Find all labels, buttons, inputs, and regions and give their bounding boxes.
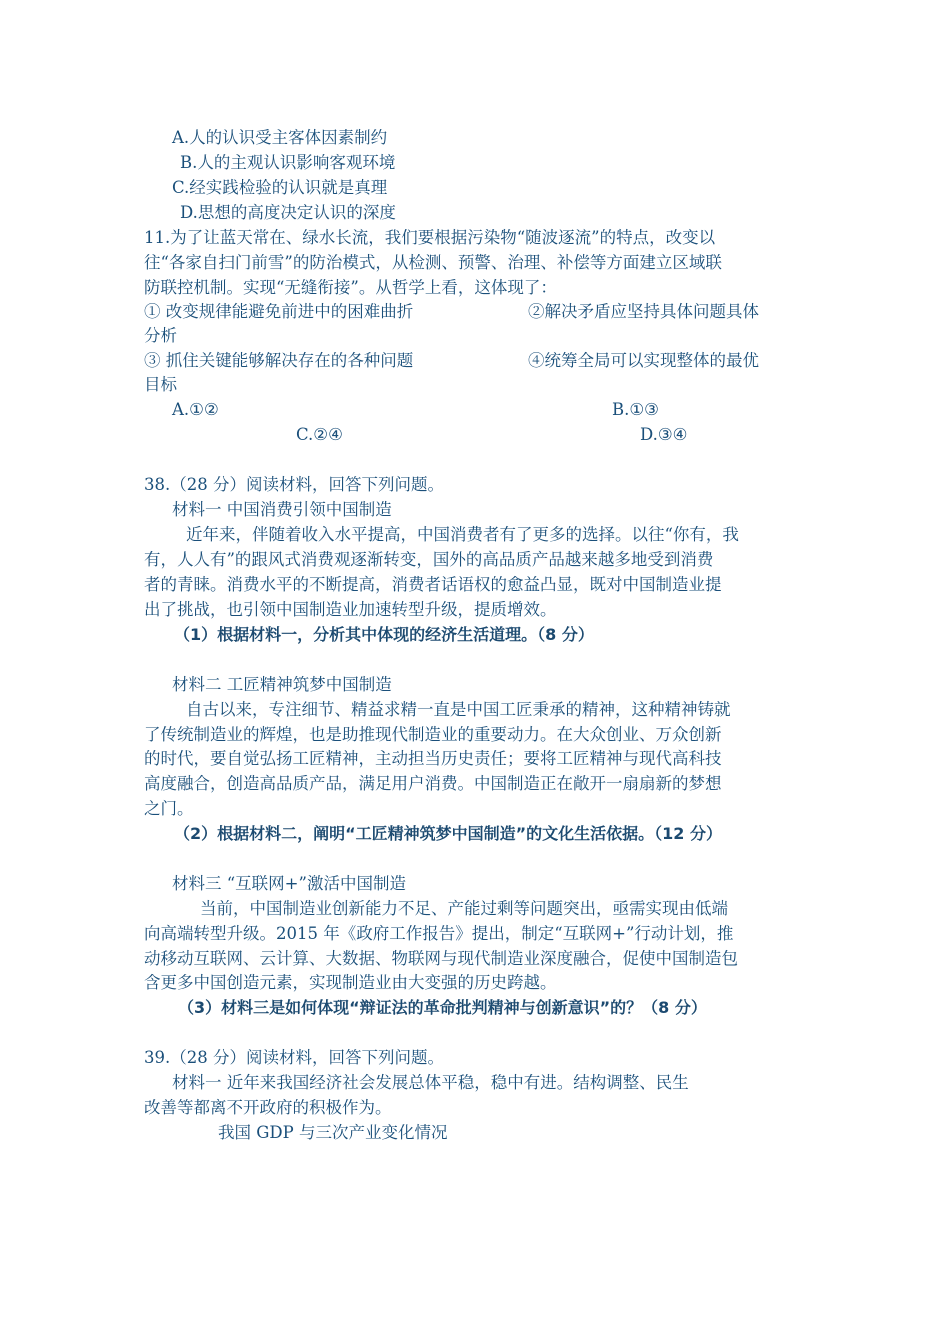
q38-material-3-line: 当前，中国制造业创新能力不足、产能过剩等问题突出，亟需实现由低端: [200, 899, 728, 918]
q38-material-2-line: 了传统制造业的辉煌，也是助推现代制造业的重要动力。在大众创业、万众创新: [144, 725, 722, 744]
q38-material-2-line: 高度融合，创造高品质产品，满足用户消费。中国制造正在敞开一扇扇新的梦想: [144, 774, 722, 793]
q38-material-1-line: 者的青睐。消费水平的不断提高，消费者话语权的愈益凸显，既对中国制造业提: [144, 575, 722, 594]
q11-option-b: B.①③: [612, 400, 659, 419]
q10-option-c: C.经实践检验的认识就是真理: [172, 178, 388, 197]
q38-heading: 38.（28 分）阅读材料，回答下列问题。: [144, 475, 444, 494]
q38-material-3-title: 材料三 “互联网+”激活中国制造: [172, 874, 406, 893]
q39-material-1-line: 材料一 近年来我国经济社会发展总体平稳，稳中有进。结构调整、民生: [172, 1073, 689, 1092]
q38-material-1-line: 有，人人有”的跟风式消费观逐渐转变，国外的高品质产品越来越多地受到消费: [144, 550, 714, 569]
q38-material-1-title: 材料一 中国消费引领中国制造: [172, 500, 392, 519]
q38-material-1-line: 出了挑战，也引领中国制造业加速转型升级，提质增效。: [144, 600, 557, 619]
q11-statement-2: ②解决矛盾应坚持具体问题具体: [528, 302, 759, 321]
q39-material-1-line: 改善等都离不开政府的积极作为。: [144, 1098, 392, 1117]
q10-option-a: A.人的认识受主客体因素制约: [172, 128, 388, 147]
q10-option-b: B.人的主观认识影响客观环境: [180, 153, 396, 172]
q11-statement-3: ③ 抓住关键能够解决存在的各种问题: [144, 351, 414, 370]
q38-question-3: （3）材料三是如何体现“辩证法的革命批判精神与创新意识”的？（8 分）: [178, 998, 707, 1017]
q11-option-d: D.③④: [640, 425, 688, 444]
q38-material-2-title: 材料二 工匠精神筑梦中国制造: [172, 675, 392, 694]
q38-material-3-line: 向高端转型升级。2015 年《政府工作报告》提出，制定“互联网+”行动计划，推: [144, 924, 734, 943]
q39-heading: 39.（28 分）阅读材料，回答下列问题。: [144, 1048, 444, 1067]
q38-material-2-line: 的时代，要自觉弘扬工匠精神，主动担当历史责任；要将工匠精神与现代高科技: [144, 749, 722, 768]
q10-option-d: D.思想的高度决定认识的深度: [180, 203, 396, 222]
q11-statement-1: ① 改变规律能避免前进中的困难曲折: [144, 302, 414, 321]
q11-stem-line: 往“各家自扫门前雪”的防治模式，从检测、预警、治理、补偿等方面建立区域联: [144, 253, 722, 272]
q38-question-2: （2）根据材料二，阐明“工匠精神筑梦中国制造”的文化生活依据。（12 分）: [174, 824, 723, 843]
q11-statement-2-cont: 分析: [144, 326, 177, 345]
q38-material-3-line: 动移动互联网、云计算、大数据、物联网与现代制造业深度融合，促使中国制造包: [144, 949, 738, 968]
q38-material-2-line: 之门。: [144, 799, 194, 818]
q11-statement-4-cont: 目标: [144, 375, 177, 394]
q38-material-2-line: 自古以来，专注细节、精益求精一直是中国工匠秉承的精神，这种精神铸就: [186, 700, 731, 719]
q11-statement-4: ④统筹全局可以实现整体的最优: [528, 351, 759, 370]
q39-chart-caption: 我国 GDP 与三次产业变化情况: [218, 1123, 448, 1142]
q11-stem-line: 11.为了让蓝天常在、绿水长流，我们要根据污染物“随波逐流”的特点，改变以: [144, 228, 716, 247]
q38-material-3-line: 含更多中国创造元素，实现制造业由大变强的历史跨越。: [144, 973, 557, 992]
q11-stem-line: 防联控机制。实现“无缝衔接”。从哲学上看，这体现了：: [144, 278, 557, 297]
q38-question-1: （1）根据材料一，分析其中体现的经济生活道理。（8 分）: [174, 625, 594, 644]
q11-option-c: C.②④: [296, 425, 343, 444]
q38-material-1-line: 近年来，伴随着收入水平提高，中国消费者有了更多的选择。以往“你有，我: [186, 525, 739, 544]
q11-option-a: A.①②: [172, 400, 219, 419]
